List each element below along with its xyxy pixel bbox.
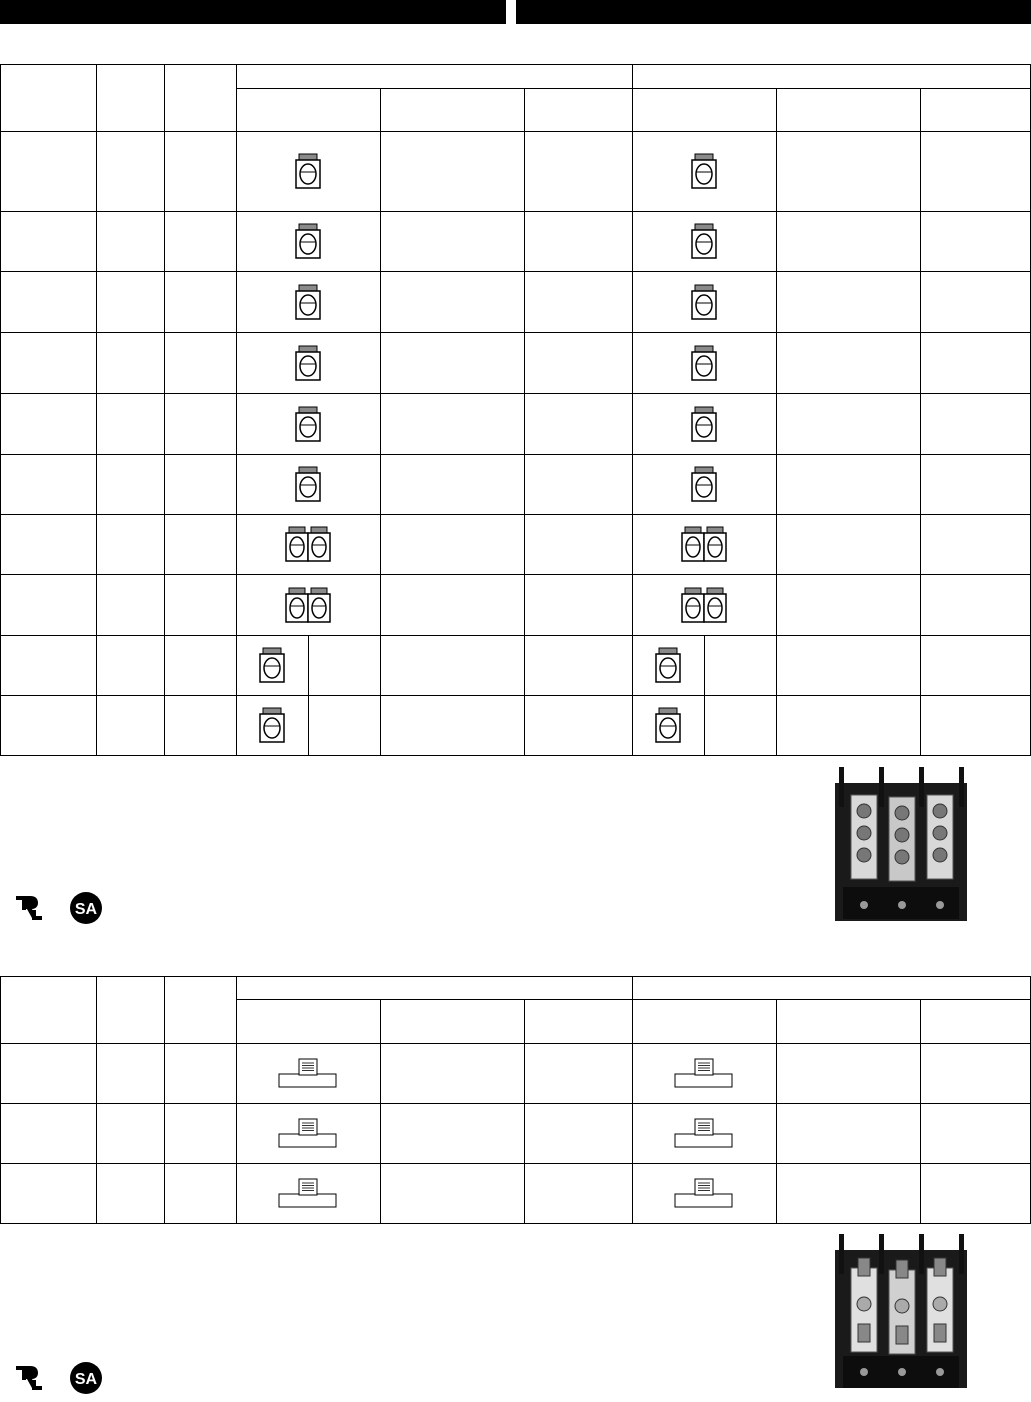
product-photo-stud	[833, 1232, 969, 1392]
table-column-line	[308, 635, 309, 695]
stud-terminal-icon	[236, 1043, 380, 1103]
table-row-line	[0, 1223, 1031, 1224]
certification-marks-1	[14, 890, 110, 926]
box-lug-terminal-icon	[632, 695, 704, 755]
table-column-line	[524, 999, 525, 1224]
table-row-line	[0, 1163, 1031, 1164]
box-lug-terminal-icon	[236, 271, 380, 332]
box-lug-terminal-icon	[632, 454, 776, 514]
table-column-line	[308, 695, 309, 755]
box-lug-terminal-icon	[236, 211, 380, 271]
table-row-line	[0, 755, 1031, 756]
table-row-line	[0, 635, 1031, 636]
box-lug-terminal-icon	[632, 211, 776, 271]
ul-recognized-mark	[16, 1366, 42, 1390]
box-lug-terminal-icon	[236, 393, 380, 454]
table-row-line	[0, 1043, 1031, 1044]
table-row-line	[0, 454, 1031, 455]
box-lug-terminal-icon	[236, 695, 308, 755]
stud-terminal-icon	[236, 1103, 380, 1163]
dual-box-lug-terminal-icon	[632, 574, 776, 635]
table-column-line	[704, 695, 705, 755]
stud-terminal-icon	[236, 1163, 380, 1223]
table-column-line	[96, 976, 97, 1224]
box-lug-terminal-icon	[632, 332, 776, 393]
table-subheader-line	[236, 999, 1031, 1000]
csa-mark	[70, 1362, 102, 1394]
box-lug-terminal-icon	[632, 393, 776, 454]
box-lug-terminal-icon	[236, 131, 380, 211]
table-subheader-line	[236, 88, 1031, 89]
table-column-line	[380, 999, 381, 1224]
csa-mark	[70, 892, 102, 924]
product-photo-box-lug	[833, 765, 969, 925]
table-border-top	[0, 64, 1031, 65]
table-row-line	[0, 393, 1031, 394]
box-lug-terminal-icon	[236, 332, 380, 393]
box-lug-terminal-icon	[236, 635, 308, 695]
dual-box-lug-terminal-icon	[236, 574, 380, 635]
stud-terminal-icon	[632, 1043, 776, 1103]
table-column-line	[920, 999, 921, 1224]
table-column-line	[380, 88, 381, 756]
table-column-line	[0, 976, 1, 1224]
stud-terminal-icon	[632, 1163, 776, 1223]
box-lug-terminal-icon	[632, 271, 776, 332]
header-bar-left	[0, 0, 506, 24]
table-row-line	[0, 271, 1031, 272]
table-column-line	[776, 88, 777, 756]
table-column-line	[164, 976, 165, 1224]
svg-text:SA: SA	[74, 1371, 98, 1388]
table-column-line	[524, 88, 525, 756]
stud-terminal-icon	[632, 1103, 776, 1163]
svg-text:SA: SA	[74, 901, 98, 918]
box-lug-terminal-icon	[236, 454, 380, 514]
table-row-line	[0, 1103, 1031, 1104]
table-column-line	[96, 64, 97, 756]
header-bar-right	[516, 0, 1031, 24]
table-row-line	[0, 332, 1031, 333]
table-column-line	[776, 999, 777, 1224]
table-column-line	[704, 635, 705, 695]
table-row-line	[0, 131, 1031, 132]
dual-box-lug-terminal-icon	[632, 514, 776, 574]
ul-recognized-mark	[16, 896, 42, 920]
box-lug-terminal-icon	[632, 635, 704, 695]
dual-box-lug-terminal-icon	[236, 514, 380, 574]
table-row-line	[0, 695, 1031, 696]
table-row-line	[0, 514, 1031, 515]
table-column-line	[164, 64, 165, 756]
table-row-line	[0, 211, 1031, 212]
certification-marks-2	[14, 1360, 110, 1396]
table-column-line	[920, 88, 921, 756]
table-row-line	[0, 574, 1031, 575]
table-border-top	[0, 976, 1031, 977]
box-lug-terminal-icon	[632, 131, 776, 211]
table-column-line	[0, 64, 1, 756]
